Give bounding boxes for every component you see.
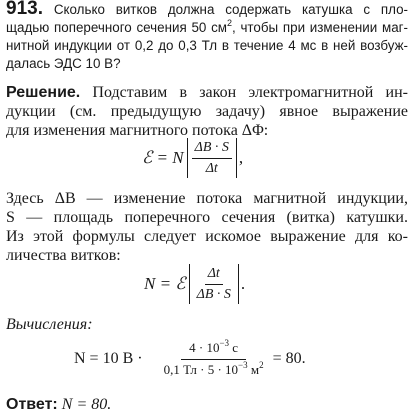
abs-bars [189,264,239,304]
problem-line-2: щадью поперечного сечения 50 $см^2$, чтобы при изменении маг- [6,18,408,35]
answer-label: Ответ: [6,396,58,413]
solution-line-3: для изменения магнитного потока ΔΦ: [6,122,269,139]
solution-line-4: Здесь ΔB — изменение потока магнитной индукции, [6,190,408,207]
solution-label: Решение. [6,84,81,101]
fraction: $\frac{\Delta B \cdot S}{\Delta t}$ [192,140,232,177]
problem-line-4: далась ЭДС 10 В? [6,56,121,71]
problem-line-3: нитной индукции от 0,2 до 0,3 Тл в течение 4 мс в ней возбуж- [6,38,408,53]
fraction: $\frac{\Delta t}{\Delta B \cdot S}$ [196,265,231,302]
answer-line [6,396,408,414]
formula-turns: N = ℰ $\frac{\Delta t}{\Delta B \cdot S}$ . [144,264,245,304]
solution-line-1: Решение. Подставим в закон электромагнитной ин- [6,84,408,101]
formula-calculation: N = 10 В · $\frac{4 \cdot 10^{-3} с}{0,1 Тл \cdot 5 \cdot 10^{-3} м^2}$ = 80. [74,338,306,377]
solution-line-2: дукции (см. предыдущую задачу) явное выражение [6,103,408,120]
calc-label: Вычисления: [6,316,93,333]
problem-number: 913. [6,0,43,19]
solution-line-5: S — площадь поперечного сечения (витка) катушки. [6,209,408,226]
abs-bars [187,138,237,178]
solution-line-7: личества витков: [6,247,121,264]
formula-emf: ℰ = N $\frac{\Delta B \cdot S}{\Delta t}$ , [142,138,243,178]
solution-line-6: Из этой формулы следует искомое выражение для ко- [6,228,408,245]
answer-value: N = 80. [57,396,112,413]
fraction: $\frac{4 \cdot 10^{-3} с}{0,1 Тл \cdot 5 \cdot 10^{-3} м^2}$ [163,338,264,377]
problem-line-1: 913. Сколько витков должна содержать катушка с пло- [6,0,408,19]
